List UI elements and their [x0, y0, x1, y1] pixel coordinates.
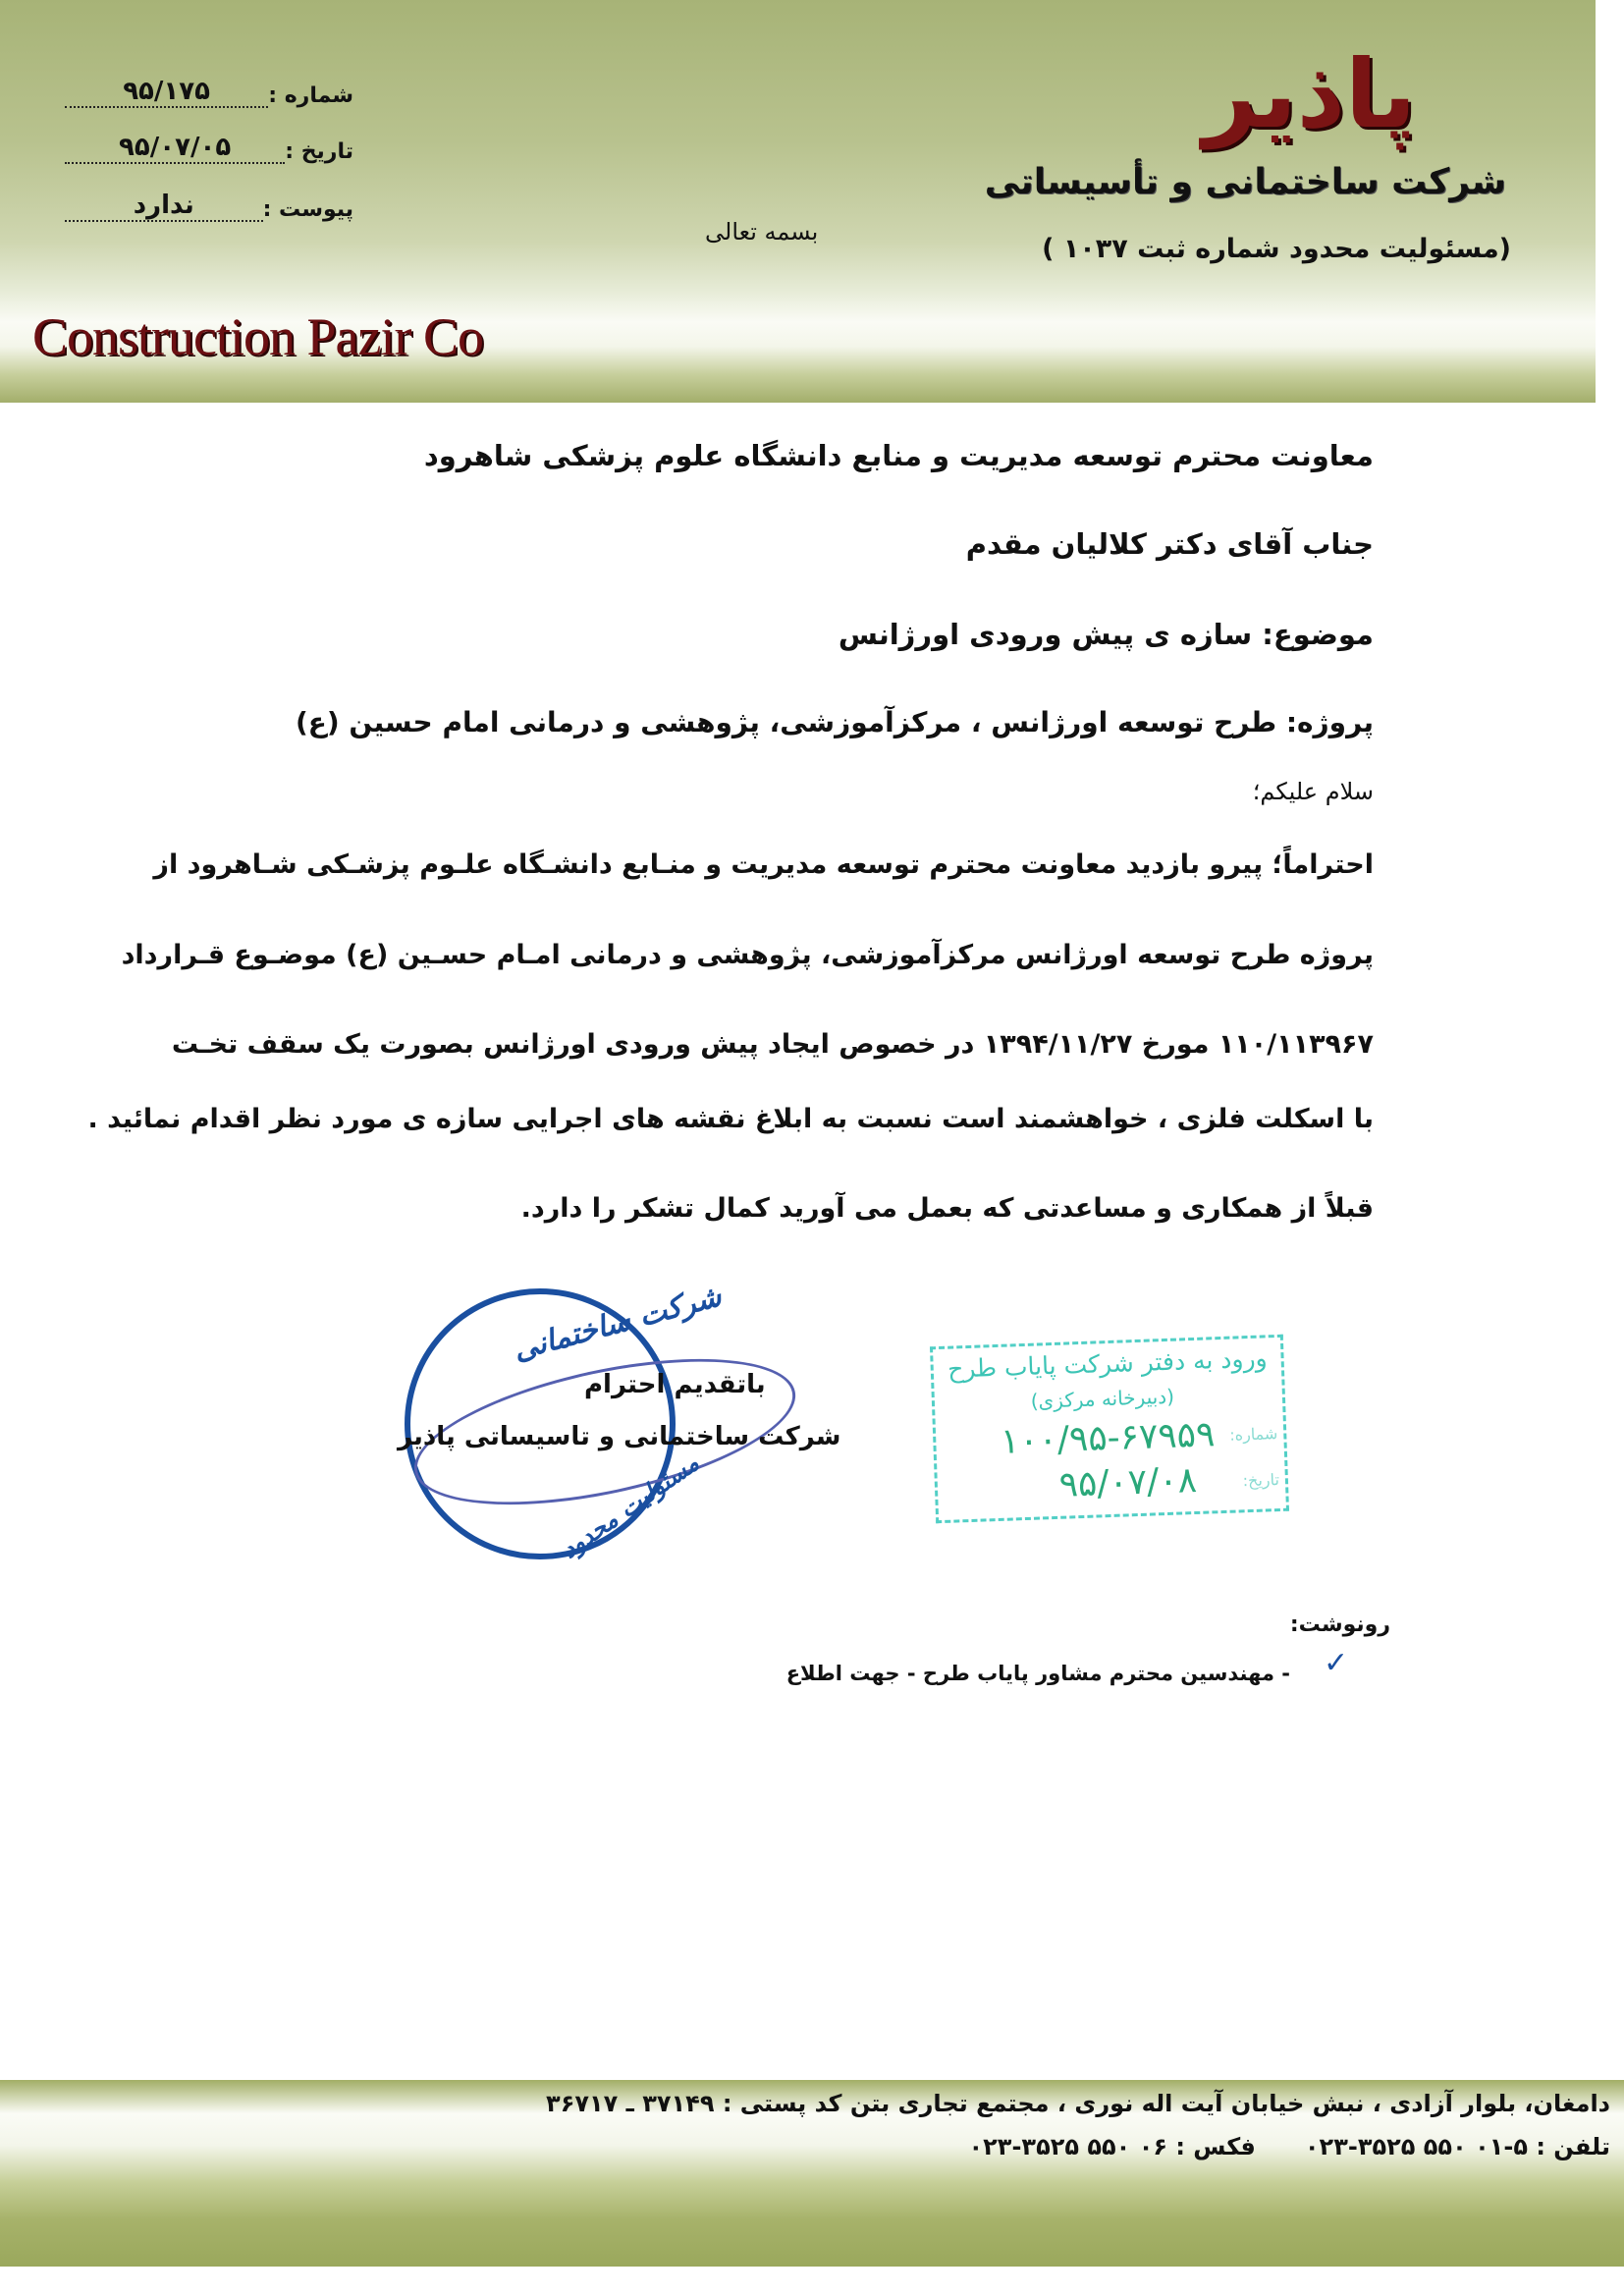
footer-address: دامغان، بلوار آزادی ، نبش خیابان آیت اله نوری ، مجتمع تجاری بتن کد پستی : ۳۷۱۴۹ ـ ۳۶۷۱۷	[546, 2090, 1610, 2117]
recipient-name: جناب آقای دکتر کلالیان مقدم	[965, 527, 1374, 561]
letter-date	[65, 133, 353, 164]
paragraph-line: احتراماً؛ پیرو بازدید معاونت محترم توسعه مدیریت و منـابع دانشـگاه علـوم پزشـکی شـاهرود از	[153, 849, 1374, 880]
attachment-value: ندارد	[65, 191, 263, 222]
signature-line-2: شرکت ساختمانی و تاسیساتی پاذیر	[398, 1422, 841, 1451]
company-logo: پاذیر	[1203, 39, 1417, 149]
stamp-title: ورود به دفتر شرکت پایاب طرح	[947, 1343, 1269, 1384]
stamp-date-value: ۹۵/۰۷/۰۸	[1057, 1459, 1198, 1505]
english-company-name: Construction Pazir Co	[32, 307, 483, 366]
stamp-date-label: تاریخ:	[1242, 1470, 1280, 1491]
date-value: ۹۵/۰۷/۰۵	[65, 133, 285, 164]
paragraph-line: ۱۱۰/۱۱۳۹۶۷ مورخ ۱۳۹۴/۱۱/۲۷ در خصوص ایجاد پیش ورودی اورژانس بصورت یک سقف تخـت	[171, 1029, 1374, 1060]
company-name: شرکت ساختمانی و تأسیساتی	[984, 162, 1506, 202]
received-stamp	[930, 1335, 1289, 1523]
project: پروژه: طرح توسعه اورژانس ، مرکزآموزشی، پژوهشی و درمانی امام حسین (ع)	[295, 706, 1374, 738]
greeting: سلام علیکم؛	[1252, 778, 1374, 805]
seal-text-top: شرکت ساختمانی	[510, 1279, 726, 1368]
date-label: تاریخ :	[285, 139, 353, 164]
cc-item: - مهندسین محترم مشاور پایاب طرح - جهت اطلاع	[785, 1662, 1290, 1685]
signature-line-1: باتقدیم احترام	[584, 1370, 766, 1399]
footer-contacts	[969, 2133, 1611, 2160]
stamp-number-value: ۱۰۰/۹۵-۶۷۹۵۹	[1000, 1414, 1216, 1462]
paragraph-line: پروژه طرح توسعه اورژانس مرکزآموزشی، پژوهشی و درمانی امـام حسـین (ع) موضـوع قـرارداد	[121, 940, 1374, 970]
closing-line: قبلاً از همکاری و مساعدتی که بعمل می آورید کمال تشکر را دارد.	[520, 1193, 1374, 1224]
number-label: شماره :	[268, 83, 353, 108]
paragraph-line: با اسکلت فلزی ، خواهشمند است نسبت به ابلاغ نقشه های اجرایی سازه ی مورد نظر اقدام نمائید .	[87, 1104, 1374, 1134]
stamp-number-label: شماره:	[1228, 1424, 1278, 1445]
checkmark-icon: ✓	[1324, 1646, 1349, 1680]
footer-phone: تلفن : ۵-۰۱ ۵۵۰ ۳۵۲۵-۰۲۳	[1304, 2133, 1610, 2160]
subject: موضوع: سازه ی پیش ورودی اورژانس	[838, 618, 1374, 651]
footer-fax: فکس : ۰۶ ۵۵۰ ۳۵۲۵-۰۲۳	[968, 2133, 1256, 2160]
letter-number	[65, 77, 353, 108]
cc-label: رونوشت:	[1289, 1613, 1390, 1637]
attachment-label: پیوست :	[262, 197, 353, 222]
letter-attachment	[65, 191, 353, 222]
seal-text-bottom: مسئولیت محدود	[556, 1449, 704, 1564]
registration-note: (مسئولیت محدود شماره ثبت ۱۰۳۷ )	[1042, 234, 1511, 264]
recipient-title: معاونت محترم توسعه مدیریت و منابع دانشگاه علوم پزشکی شاهرود	[423, 439, 1374, 472]
stamp-subtitle: (دبیرخانه مرکزی)	[1030, 1384, 1175, 1413]
number-value: ۹۵/۱۷۵	[65, 77, 268, 108]
invocation: بسمه تعالی	[705, 218, 819, 246]
